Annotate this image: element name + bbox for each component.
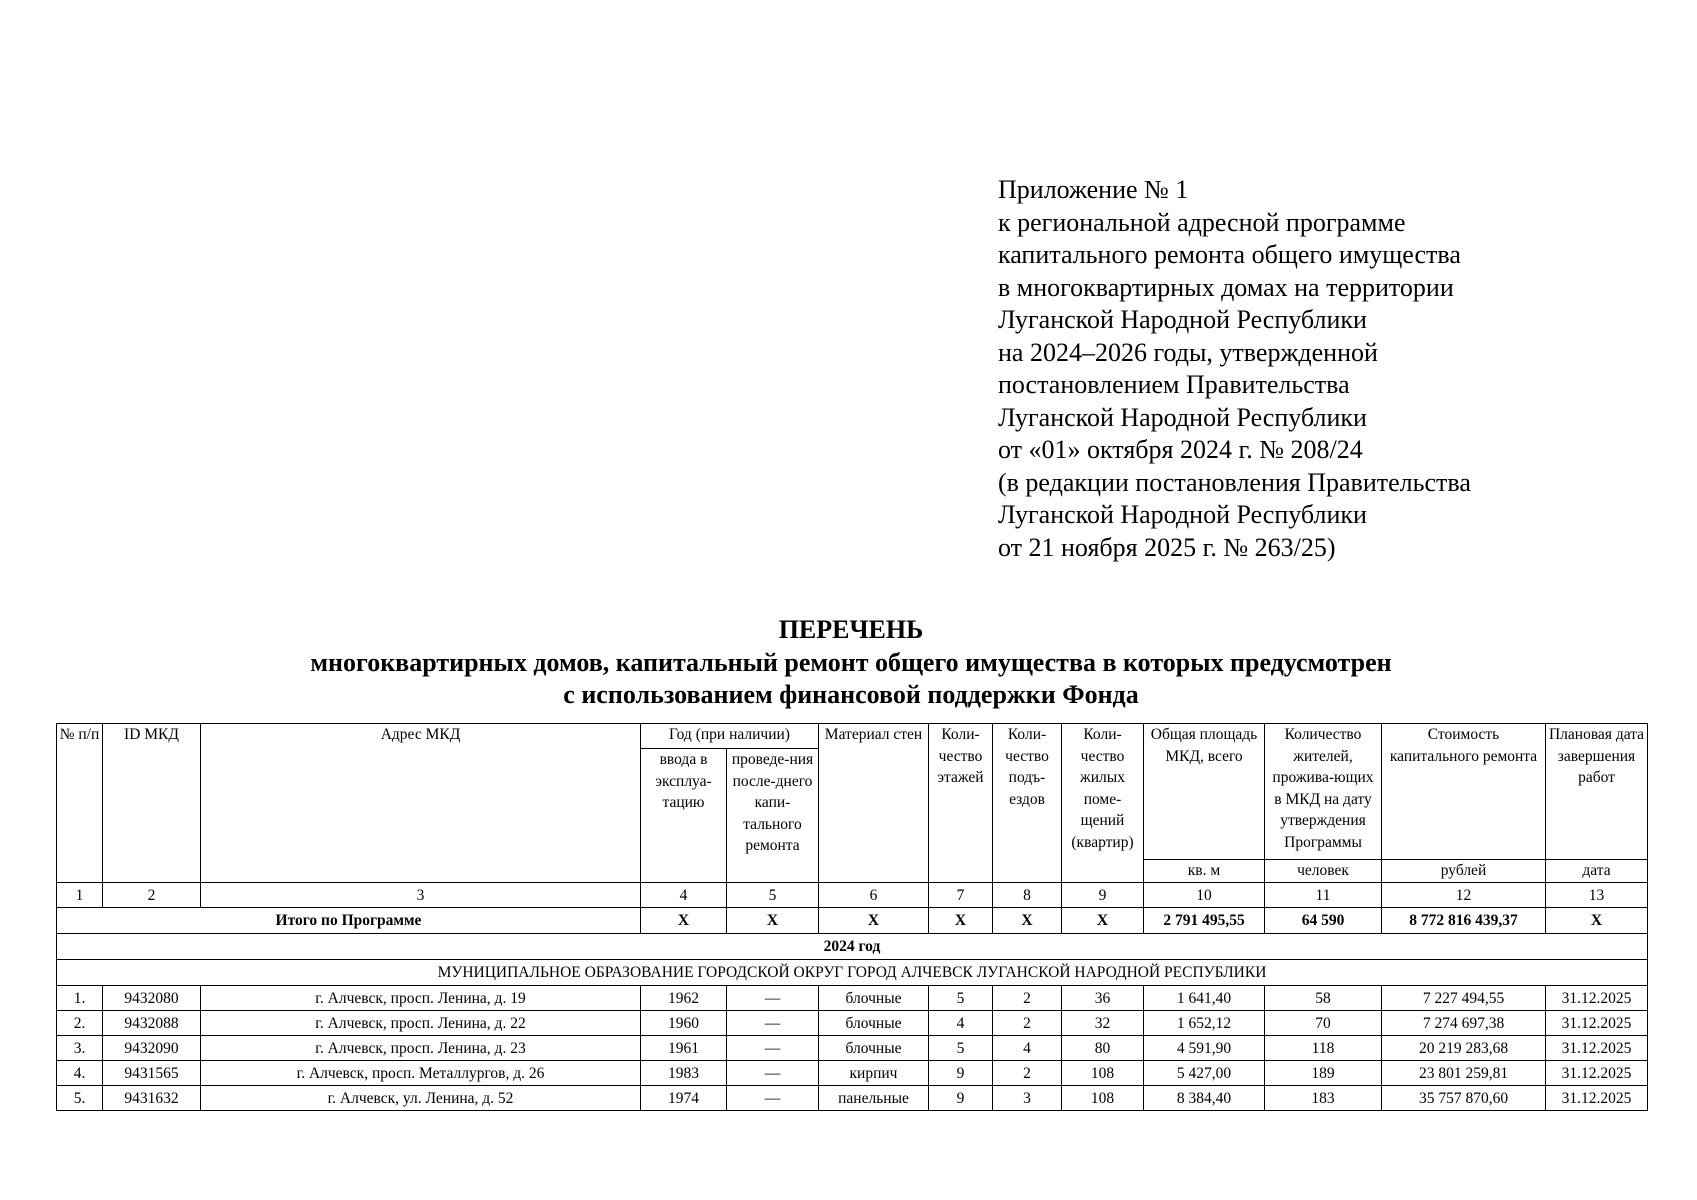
col-header-floors: Коли-чество этажей	[929, 724, 993, 883]
table-row	[57, 1086, 1648, 1111]
column-number: 12	[1382, 883, 1546, 908]
column-number: 11	[1265, 883, 1382, 908]
column-number: 10	[1144, 883, 1265, 908]
row-year-repair: —	[727, 986, 819, 1011]
total-cost: 8 772 816 439,37	[1382, 908, 1546, 934]
row-apartments: 36	[1062, 986, 1144, 1011]
row-apartments: 80	[1062, 1036, 1144, 1061]
row-cost: 7 227 494,55	[1382, 986, 1546, 1011]
column-number: 1	[57, 883, 103, 908]
row-residents: 183	[1265, 1086, 1382, 1111]
appendix-line: в многоквартирных домах на территории	[998, 272, 1454, 302]
total-residents: 64 590	[1265, 908, 1382, 934]
row-year-repair: —	[727, 1061, 819, 1086]
column-number: 6	[819, 883, 929, 908]
total-x-mark: X	[641, 908, 727, 934]
municipality-row	[57, 960, 1648, 986]
appendix-line: на 2024–2026 годы, утвержденной	[998, 337, 1378, 367]
total-x-mark: X	[819, 908, 929, 934]
municipality-label: МУНИЦИПАЛЬНОЕ ОБРАЗОВАНИЕ ГОРОДСКОЙ ОКРУГ ГОРОД АЛЧЕВСК ЛУГАНСКОЙ НАРОДНОЙ РЕСПУБЛИКИ	[57, 960, 1648, 986]
row-year-repair: —	[727, 1086, 819, 1111]
row-date: 31.12.2025	[1546, 1086, 1648, 1111]
column-number: 4	[641, 883, 727, 908]
col-header-cost: Стоимость капитального ремонта	[1382, 724, 1546, 860]
total-row	[57, 908, 1648, 934]
unit-residents: человек	[1265, 860, 1382, 883]
row-floors: 9	[929, 1086, 993, 1111]
row-id: 9432090	[103, 1036, 201, 1061]
row-residents: 118	[1265, 1036, 1382, 1061]
row-date: 31.12.2025	[1546, 1061, 1648, 1086]
row-apartments: 108	[1062, 1086, 1144, 1111]
row-year-commission: 1962	[641, 986, 727, 1011]
title-line-1: ПЕРЕЧЕНЬ	[778, 615, 924, 644]
total-area: 2 791 495,55	[1144, 908, 1265, 934]
row-num: 5.	[57, 1086, 103, 1111]
total-x-mark: X	[727, 908, 819, 934]
row-floors: 4	[929, 1011, 993, 1036]
col-header-year-group: Год (при наличии)	[641, 724, 819, 749]
title-line-3: с использованием финансовой поддержки Фонда	[563, 680, 1139, 709]
year-section-label: 2024 год	[57, 934, 1648, 960]
total-label: Итого по Программе	[57, 908, 641, 934]
row-entrances: 2	[993, 1011, 1062, 1036]
document-title	[56, 614, 1646, 712]
row-area: 1 652,12	[1144, 1011, 1265, 1036]
unit-date: дата	[1546, 860, 1648, 883]
row-area: 1 641,40	[1144, 986, 1265, 1011]
table-row	[57, 1011, 1648, 1036]
table-row	[57, 1036, 1648, 1061]
row-residents: 58	[1265, 986, 1382, 1011]
row-year-commission: 1983	[641, 1061, 727, 1086]
row-id: 9431632	[103, 1086, 201, 1111]
column-number: 9	[1062, 883, 1144, 908]
row-wall: блочные	[819, 986, 929, 1011]
appendix-line: капитального ремонта общего имущества	[998, 240, 1461, 269]
row-wall: кирпич	[819, 1061, 929, 1086]
appendix-line: Луганской Народной Республики	[998, 500, 1367, 529]
year-section-row	[57, 934, 1648, 960]
col-header-apartments: Коли-чество жилых поме-щений (квартир)	[1062, 724, 1144, 883]
appendix-line: от «01» октября 2024 г. № 208/24	[998, 435, 1363, 464]
column-number: 8	[993, 883, 1062, 908]
appendix-line: (в редакции постановления Правительства	[998, 467, 1471, 497]
row-floors: 9	[929, 1061, 993, 1086]
row-year-commission: 1974	[641, 1086, 727, 1111]
appendix-note	[998, 174, 1638, 564]
row-date: 31.12.2025	[1546, 986, 1648, 1011]
col-header-num: № п/п	[57, 724, 103, 883]
unit-area: кв. м	[1144, 860, 1265, 883]
row-entrances: 2	[993, 1061, 1062, 1086]
row-date: 31.12.2025	[1546, 1011, 1648, 1036]
row-num: 2.	[57, 1011, 103, 1036]
col-header-date: Плановая дата завершения работ	[1546, 724, 1648, 860]
col-header-id: ID МКД	[103, 724, 201, 883]
column-number: 13	[1546, 883, 1648, 908]
row-date: 31.12.2025	[1546, 1036, 1648, 1061]
row-wall: панельные	[819, 1086, 929, 1111]
appendix-line: Луганской Народной Республики	[998, 305, 1367, 334]
appendix-line: Приложение № 1	[998, 175, 1189, 204]
col-header-entrances: Коли-чество подъ-ездов	[993, 724, 1062, 883]
row-year-repair: —	[727, 1011, 819, 1036]
table-row	[57, 1061, 1648, 1086]
row-floors: 5	[929, 1036, 993, 1061]
row-address: г. Алчевск, просп. Ленина, д. 22	[201, 1011, 641, 1036]
col-header-area: Общая площадь МКД, всего	[1144, 724, 1265, 860]
appendix-line: Луганской Народной Республики	[998, 402, 1367, 432]
total-x-mark: X	[993, 908, 1062, 934]
header-row	[57, 724, 1648, 749]
col-header-year-repair: проведе-ния после-днего капи-тального ремонта	[727, 749, 819, 883]
row-id: 9431565	[103, 1061, 201, 1086]
col-header-residents: Количество жителей, прожива-ющих в МКД на дату утверждения Программы	[1265, 724, 1382, 860]
unit-cost: рублей	[1382, 860, 1546, 883]
buildings-table	[56, 723, 1648, 1111]
row-cost: 23 801 259,81	[1382, 1061, 1546, 1086]
total-x-mark: X	[1062, 908, 1144, 934]
row-id: 9432088	[103, 1011, 201, 1036]
table-row	[57, 986, 1648, 1011]
row-year-commission: 1960	[641, 1011, 727, 1036]
appendix-line: постановлением Правительства	[998, 370, 1350, 399]
col-header-year-commission: ввода в эксплуа-тацию	[641, 749, 727, 883]
row-year-repair: —	[727, 1036, 819, 1061]
column-number: 5	[727, 883, 819, 908]
total-x-mark: X	[929, 908, 993, 934]
row-address: г. Алчевск, просп. Ленина, д. 23	[201, 1036, 641, 1061]
row-area: 4 591,90	[1144, 1036, 1265, 1061]
row-entrances: 4	[993, 1036, 1062, 1061]
row-residents: 70	[1265, 1011, 1382, 1036]
row-num: 1.	[57, 986, 103, 1011]
total-x-mark: X	[1546, 908, 1648, 934]
row-cost: 35 757 870,60	[1382, 1086, 1546, 1111]
row-address: г. Алчевск, просп. Металлургов, д. 26	[201, 1061, 641, 1086]
column-number: 3	[201, 883, 641, 908]
row-area: 5 427,00	[1144, 1061, 1265, 1086]
row-id: 9432080	[103, 986, 201, 1011]
row-cost: 20 219 283,68	[1382, 1036, 1546, 1061]
column-number: 7	[929, 883, 993, 908]
row-wall: блочные	[819, 1011, 929, 1036]
row-residents: 189	[1265, 1061, 1382, 1086]
row-entrances: 2	[993, 986, 1062, 1011]
col-header-address: Адрес МКД	[201, 724, 641, 883]
row-year-commission: 1961	[641, 1036, 727, 1061]
appendix-line: к региональной адресной программе	[998, 207, 1406, 237]
row-entrances: 3	[993, 1086, 1062, 1111]
row-wall: блочные	[819, 1036, 929, 1061]
appendix-line: от 21 ноября 2025 г. № 263/25)	[998, 532, 1336, 562]
row-address: г. Алчевск, просп. Ленина, д. 19	[201, 986, 641, 1011]
row-floors: 5	[929, 986, 993, 1011]
row-address: г. Алчевск, ул. Ленина, д. 52	[201, 1086, 641, 1111]
column-numbers-row	[57, 883, 1648, 908]
row-num: 4.	[57, 1061, 103, 1086]
row-apartments: 32	[1062, 1011, 1144, 1036]
row-cost: 7 274 697,38	[1382, 1011, 1546, 1036]
column-number: 2	[103, 883, 201, 908]
row-area: 8 384,40	[1144, 1086, 1265, 1111]
col-header-wall: Материал стен	[819, 724, 929, 883]
title-line-2: многоквартирных домов, капитальный ремонт общего имущества в которых предусмотрен	[310, 647, 1392, 677]
row-apartments: 108	[1062, 1061, 1144, 1086]
row-num: 3.	[57, 1036, 103, 1061]
